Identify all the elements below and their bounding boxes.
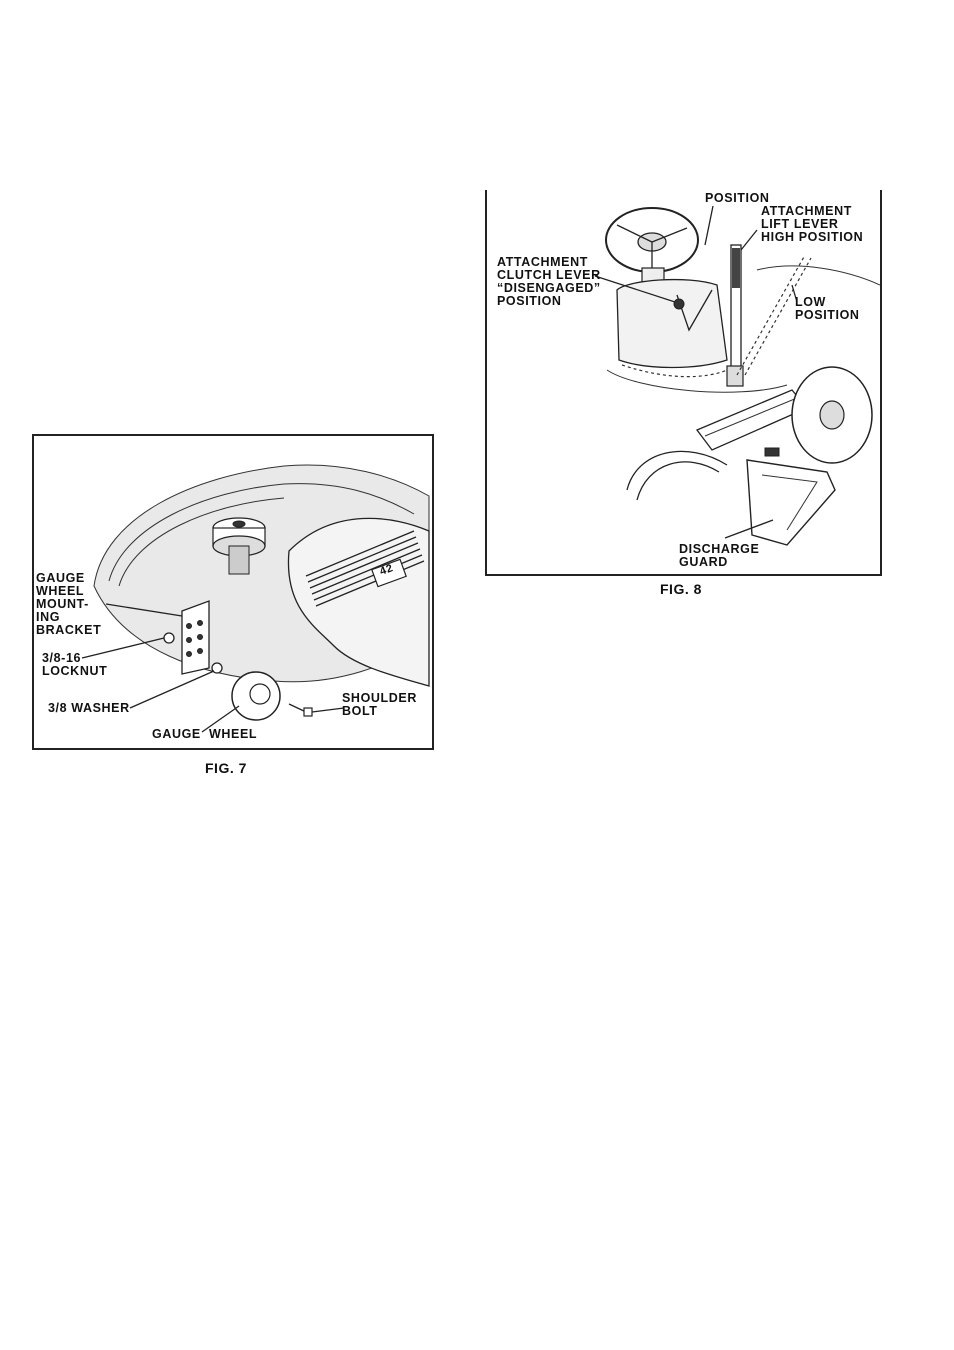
- label-gauge-wheel: GAUGE WHEEL: [152, 727, 258, 741]
- tractor-controls-illustration: [487, 190, 880, 574]
- label-locknut: 3/8-16 LOCKNUT: [42, 651, 108, 678]
- figure-7-panel: [32, 434, 434, 750]
- figure-7-caption: FIG. 7: [205, 760, 247, 776]
- label-attachment-lift-lever: ATTACHMENT LIFT LEVER HIGH POSITION: [761, 204, 864, 244]
- figure-8-caption: FIG. 8: [660, 581, 702, 597]
- label-shoulder-bolt: SHOULDER BOLT: [342, 691, 417, 718]
- label-attachment-clutch-lever: ATTACHMENT CLUTCH LEVER “DISENGAGED” POSITION: [497, 255, 601, 308]
- deck-badge: 42: [378, 562, 395, 578]
- label-washer: 3/8 WASHER: [48, 701, 130, 715]
- label-position-top: POSITION: [705, 191, 770, 205]
- figure-8-panel: [485, 190, 882, 576]
- label-discharge-guard: DISCHARGE GUARD: [679, 542, 760, 569]
- label-gauge-wheel-mounting-bracket: GAUGE WHEEL MOUNT- ING BRACKET: [36, 571, 102, 637]
- label-low-position: LOW POSITION: [795, 295, 860, 322]
